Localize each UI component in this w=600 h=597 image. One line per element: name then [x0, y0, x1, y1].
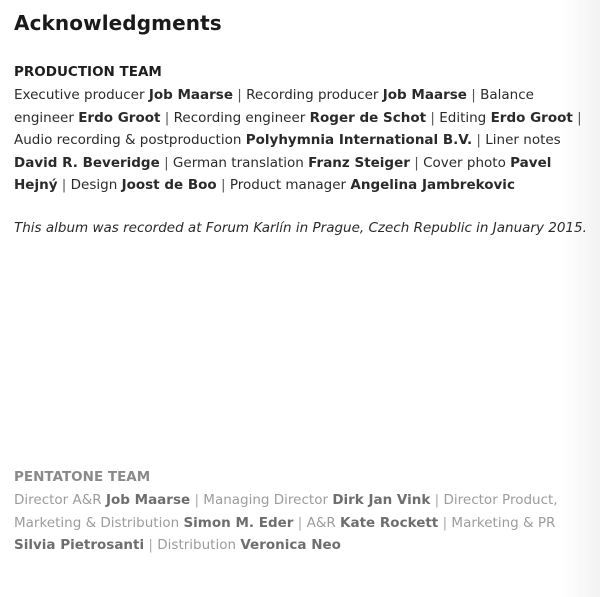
credit-name: Roger de Schot [309, 109, 427, 126]
credit-separator: | [61, 177, 67, 193]
credit-name: Job Maarse [148, 87, 233, 103]
credit-name: Erdo Groot [490, 109, 573, 126]
credit-separator: | [164, 109, 170, 126]
credit-role: Recording producer [246, 87, 379, 103]
production-credits [14, 84, 584, 197]
credit-separator: | [148, 537, 153, 553]
credit-separator: | [164, 154, 169, 171]
credit-role: Director Product, Marketing & Distribution [14, 492, 558, 531]
recording-note: This album was recorded at Forum Karlín in Prague, Czech Republic in January 2015. [14, 220, 587, 236]
credit-separator: | [577, 109, 582, 126]
credit-separator: | [476, 132, 481, 148]
credit-separator: | [237, 87, 242, 103]
credit-role: Managing Director [203, 492, 329, 508]
credit-name: David R. Beveridge [14, 154, 160, 171]
credit-role: Product manager [229, 177, 347, 193]
credit-separator: | [442, 514, 448, 531]
credit-name: Joost de Boo [121, 177, 217, 193]
credit-name: Erdo Groot [78, 109, 161, 126]
credit-separator: | [414, 154, 419, 171]
production-team-section [14, 62, 584, 197]
page-title: Acknowledgments [14, 11, 222, 35]
credit-role: Executive producer [14, 87, 145, 103]
credit-role: German translation [172, 154, 304, 171]
credit-separator: | [297, 514, 303, 531]
credit-role: Balance engineer [14, 87, 534, 126]
credit-name: Dirk Jan Vink [332, 492, 431, 508]
credit-separator: | [434, 492, 440, 508]
credit-role: Distribution [157, 537, 237, 553]
credit-name: Simon M. Eder [183, 514, 294, 531]
credit-name: Polyhymnia International B.V. [245, 132, 473, 148]
credit-role: Marketing & PR [451, 514, 556, 531]
credit-separator: | [471, 87, 476, 103]
credit-name: Angelina Jambrekovic [350, 177, 515, 193]
pentatone-team-section [14, 467, 584, 557]
credit-name: Franz Steiger [308, 154, 410, 171]
credit-role: Director A&R [14, 492, 102, 508]
pentatone-credits [14, 489, 584, 557]
production-team-heading: PRODUCTION TEAM [14, 64, 162, 80]
pentatone-team-heading: PENTATONE TEAM [14, 469, 151, 485]
credit-role: Editing [439, 109, 487, 126]
credit-role: Cover photo [423, 154, 506, 171]
credit-role: A&R [306, 514, 336, 531]
credit-name: Silvia Pietrosanti [14, 537, 145, 553]
credit-separator: | [430, 109, 435, 126]
credit-role: Audio recording & postproduction [14, 132, 242, 148]
credit-name: Job Maarse [105, 492, 191, 508]
credit-separator: | [221, 177, 226, 193]
credit-role: Liner notes [485, 132, 561, 148]
credit-role: Recording engineer [173, 109, 306, 126]
credit-name: Job Maarse [382, 87, 467, 103]
credit-name: Veronica Neo [240, 537, 341, 553]
credit-name: Pavel Hejný [14, 154, 552, 193]
credit-separator: | [194, 492, 199, 508]
credit-role: Design [70, 177, 118, 193]
credit-name: Kate Rockett [340, 514, 439, 531]
